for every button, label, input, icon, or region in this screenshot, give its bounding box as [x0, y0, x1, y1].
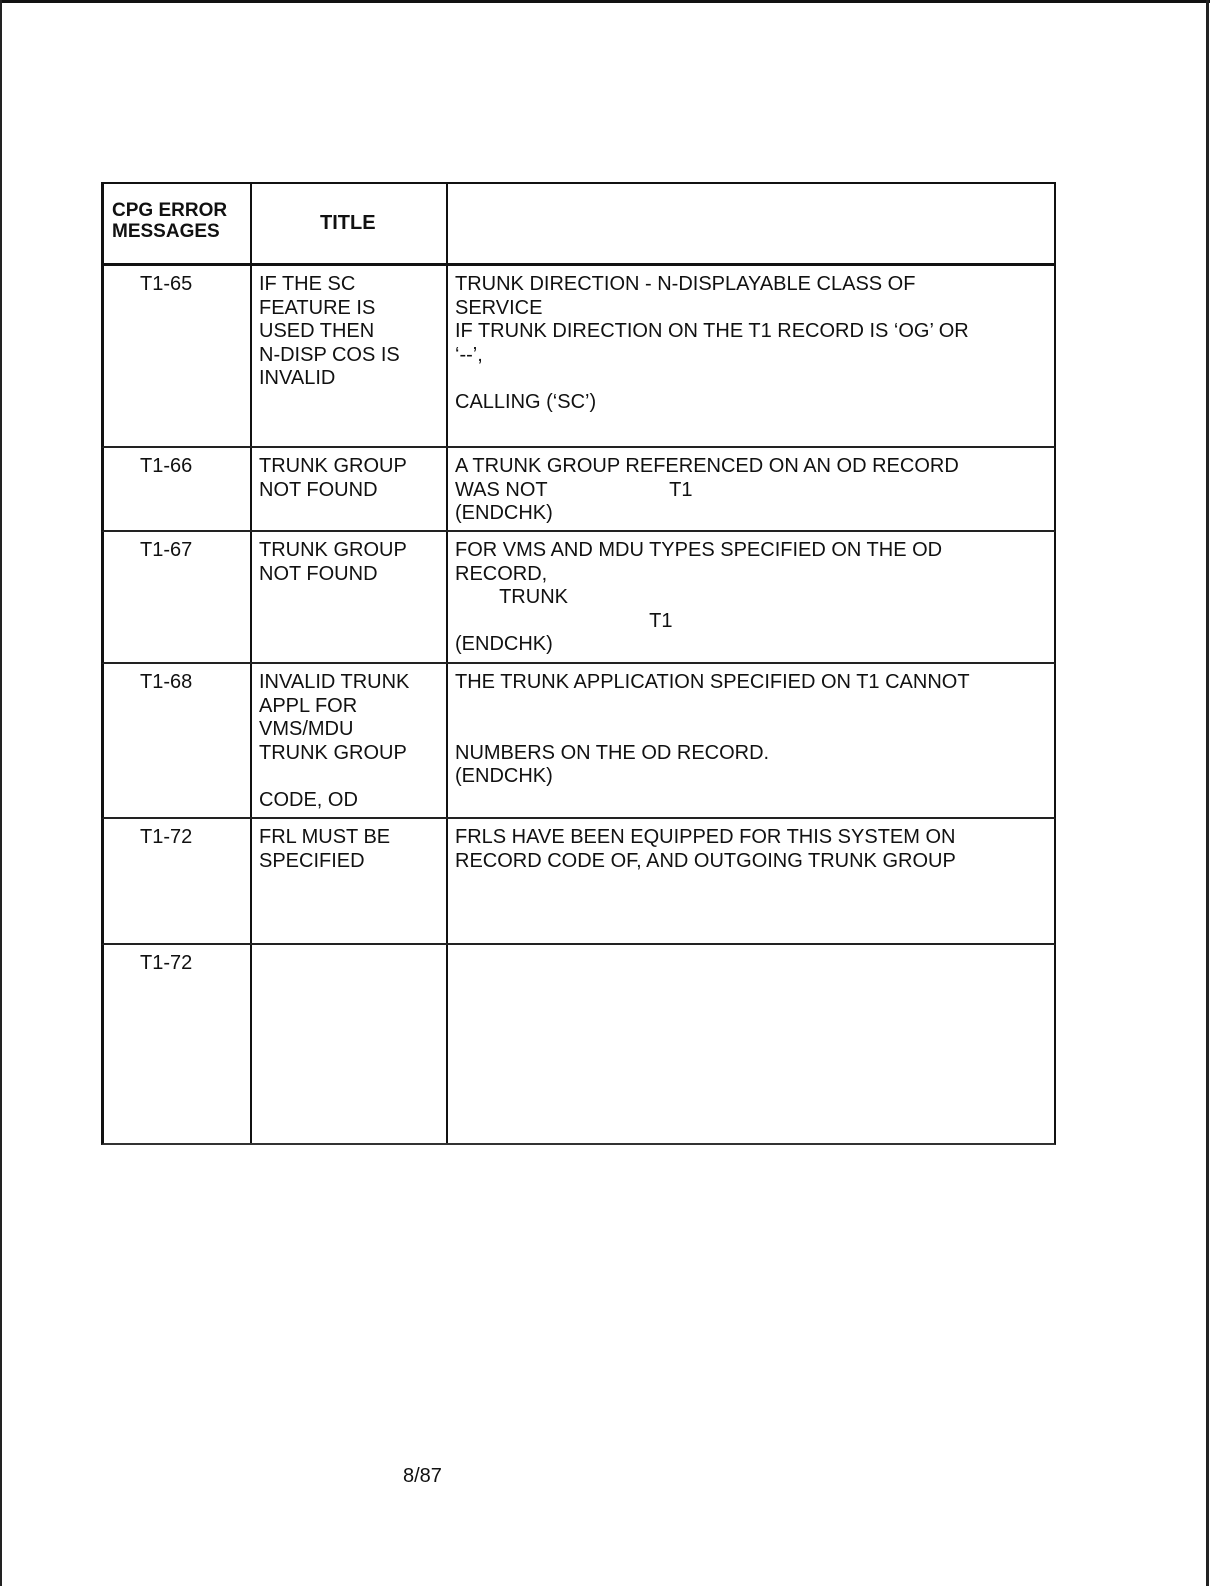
- header-title-cell: [252, 184, 448, 263]
- description-cell: [448, 448, 1054, 530]
- error-code: T1-66: [140, 455, 193, 477]
- error-code: T1-72: [140, 952, 193, 974]
- title-cell: [252, 448, 448, 530]
- description-cell: [448, 532, 1054, 662]
- error-title: IF THE SC FEATURE IS USED THEN N-DISP COS IS INVALID: [259, 273, 400, 389]
- page-border-top: [0, 0, 1210, 3]
- code-cell: [104, 819, 252, 943]
- description-cell: [448, 664, 1054, 817]
- table-row: [101, 819, 1056, 945]
- error-code: T1-68: [140, 671, 193, 693]
- header-code-label: CPG ERROR MESSAGES: [112, 200, 228, 242]
- error-description: FRLS HAVE BEEN EQUIPPED FOR THIS SYSTEM ON RECORD CODE OF, AND OUTGOING TRUNK GROUP: [455, 826, 956, 872]
- table-row: [101, 266, 1056, 448]
- title-cell: [252, 819, 448, 943]
- title-cell: [252, 266, 448, 446]
- header-title-label: TITLE: [320, 212, 376, 234]
- error-code: T1-72: [140, 826, 193, 848]
- error-description: TRUNK DIRECTION - N-DISPLAYABLE CLASS OF SERVICE IF TRUNK DIRECTION ON THE T1 RECORD IS ‘OG’ OR ‘--’, CALLING (‘SC’): [455, 273, 969, 413]
- table-header-row: [101, 182, 1056, 266]
- error-description: A TRUNK GROUP REFERENCED ON AN OD RECORD WAS NOT T1 (ENDCHK): [455, 455, 959, 524]
- code-cell: [104, 664, 252, 817]
- error-description: FOR VMS AND MDU TYPES SPECIFIED ON THE OD RECORD, TRUNK T1 (ENDCHK): [455, 539, 943, 655]
- error-title: INVALID TRUNK APPL FOR VMS/MDU TRUNK GROUP CODE, OD: [259, 671, 410, 811]
- error-title: TRUNK GROUP NOT FOUND: [259, 539, 407, 585]
- error-description: THE TRUNK APPLICATION SPECIFIED ON T1 CANNOT NUMBERS ON THE OD RECORD. (ENDCHK): [455, 671, 970, 787]
- error-messages-table: [101, 182, 1056, 1145]
- title-cell: [252, 945, 448, 1143]
- page-border-right: [1206, 0, 1209, 1586]
- code-cell: [104, 945, 252, 1143]
- error-title: TRUNK GROUP NOT FOUND: [259, 455, 407, 501]
- code-cell: [104, 448, 252, 530]
- header-description-cell: [448, 184, 1054, 263]
- error-code: T1-65: [140, 273, 193, 295]
- page-border-left: [0, 0, 2, 1586]
- title-cell: [252, 664, 448, 817]
- description-cell: [448, 266, 1054, 446]
- table-row: [101, 664, 1056, 819]
- code-cell: [104, 532, 252, 662]
- error-title: FRL MUST BE SPECIFIED: [259, 826, 391, 872]
- description-cell: [448, 819, 1054, 943]
- header-code-cell: [104, 184, 252, 263]
- page-footer-date: 8/87: [403, 1465, 442, 1487]
- description-cell: [448, 945, 1054, 1143]
- table-row: [101, 532, 1056, 664]
- error-code: T1-67: [140, 539, 193, 561]
- table-row: [101, 448, 1056, 532]
- code-cell: [104, 266, 252, 446]
- title-cell: [252, 532, 448, 662]
- table-row: [101, 945, 1056, 1145]
